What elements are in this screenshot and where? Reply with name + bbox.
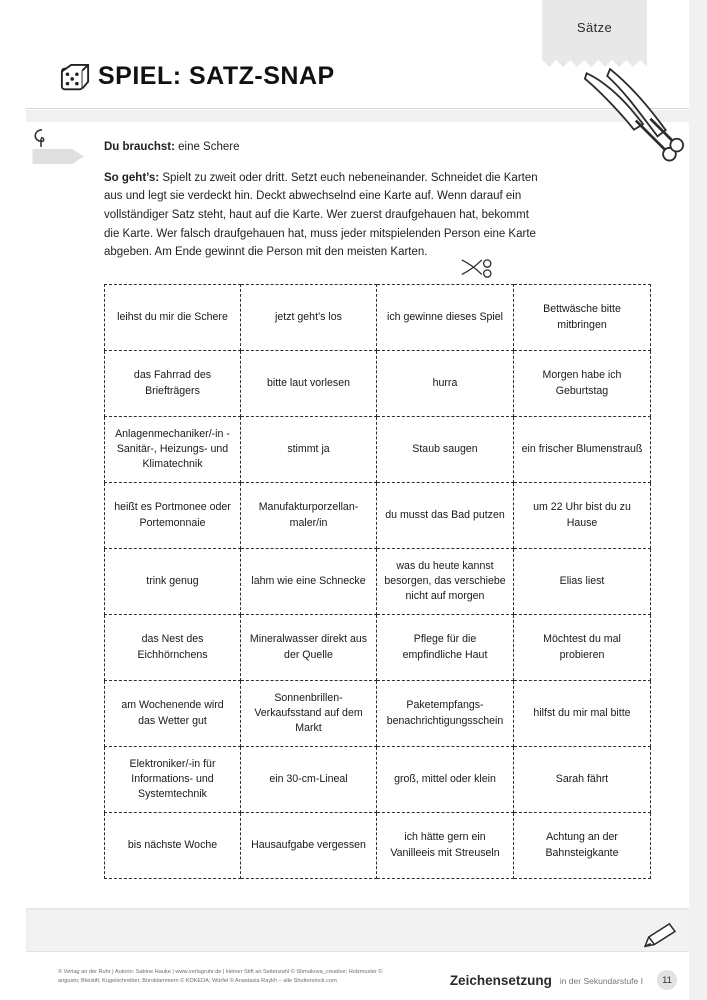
cards-grid	[104, 284, 650, 879]
pencil-icon	[639, 922, 681, 952]
instructions-block	[104, 138, 544, 262]
card-cell[interactable]: Sonnenbrillen-Verkaufsstand auf dem Markt	[241, 681, 377, 747]
card-cell[interactable]: bitte laut vorlesen	[241, 351, 377, 417]
card-cell[interactable]: Paketempfangs-benachrichtigungsschein	[377, 681, 514, 747]
page-number: 11	[657, 970, 677, 990]
cards-table	[104, 284, 651, 879]
card-cell[interactable]: hilfst du mir mal bitte	[514, 681, 651, 747]
card-cell[interactable]: leihst du mir die Schere	[105, 285, 241, 351]
card-cell[interactable]: ein 30-cm-Lineal	[241, 747, 377, 813]
card-cell[interactable]: das Nest des Eichhörnchens	[105, 615, 241, 681]
footer-credits: © Verlag an der Ruhr | Autorin: Sabine Hauke | www.verlagruhr.de | kleiner Stift an Seitenzahl © Shmakova_creative; Holzmuster © angusto; Bleistift, Kugelschreiber, Büroklammern © KDKEDA; Würfel © Anastasia Raykh – alle Shutterstock.com	[58, 969, 383, 985]
section-tab-label: Sätze	[576, 19, 613, 35]
howto-line	[104, 169, 544, 262]
card-cell[interactable]: Elektroniker/-in für Informations- und Systemtechnik	[105, 747, 241, 813]
card-cell[interactable]: heißt es Portmonee oder Portemonnaie	[105, 483, 241, 549]
card-cell[interactable]: trink genug	[105, 549, 241, 615]
needs-text: eine Schere	[174, 141, 240, 153]
card-cell[interactable]: ich gewinne dieses Spiel	[377, 285, 514, 351]
pin-marker-icon	[30, 128, 88, 164]
card-cell[interactable]: Anlagenmechaniker/-in - Sanitär-, Heizungs- und Klimatechnik	[105, 417, 241, 483]
card-cell[interactable]: hurra	[377, 351, 514, 417]
card-cell[interactable]: bis nächste Woche	[105, 813, 241, 879]
card-cell[interactable]: Manufakturporzellan-maler/in	[241, 483, 377, 549]
table-row	[105, 681, 651, 747]
card-cell[interactable]: Mineralwasser direkt aus der Quelle	[241, 615, 377, 681]
card-cell[interactable]: Morgen habe ich Geburtstag	[514, 351, 651, 417]
scissors-icon	[579, 66, 689, 166]
table-row	[105, 813, 651, 879]
footer-texture-band	[26, 908, 689, 952]
dice-icon	[60, 63, 90, 93]
section-tab	[542, 0, 647, 60]
table-row	[105, 351, 651, 417]
footer-title: Zeichensetzung	[449, 973, 552, 988]
right-margin-strip	[689, 0, 707, 1000]
needs-label: Du brauchst:	[104, 141, 175, 153]
card-cell[interactable]: Staub saugen	[377, 417, 514, 483]
card-cell[interactable]: Elias liest	[514, 549, 651, 615]
card-cell[interactable]: Pflege für die empfindliche Haut	[377, 615, 514, 681]
card-cell[interactable]: groß, mittel oder klein	[377, 747, 514, 813]
page-title: SPIEL: SATZ-SNAP	[98, 62, 335, 90]
howto-label: So geht’s:	[104, 171, 160, 184]
card-cell[interactable]: am Wochenende wird das Wetter gut	[105, 681, 241, 747]
table-row	[105, 747, 651, 813]
card-cell[interactable]: um 22 Uhr bist du zu Hause	[514, 483, 651, 549]
footer-subtitle: in der Sekundarstufe I	[559, 976, 643, 986]
table-row	[105, 417, 651, 483]
cut-line-scissors-icon	[460, 258, 500, 280]
footer-title-block	[450, 970, 677, 988]
howto-text: Spielt zu zweit oder dritt. Setzt euch nebeneinander. Schneidet die Karten aus und legt sie verdeckt hin. Deckt abwechselnd eine Karte auf. Wenn darauf ein vollständiger Satz steht, haut auf die Karte. Wer zuerst draufgehauen hat, bekommt die Karte. Wer falsch draufgehauen hat, muss jeder mitspielenden Person eine Karte abgeben. Am Ende gewinnt die Person mit den meisten Karten.	[104, 171, 538, 259]
table-row	[105, 285, 651, 351]
card-cell[interactable]: du musst das Bad putzen	[377, 483, 514, 549]
card-cell[interactable]: Hausaufgabe vergessen	[241, 813, 377, 879]
card-cell[interactable]: Möchtest du mal probieren	[514, 615, 651, 681]
table-row	[105, 483, 651, 549]
card-cell[interactable]: lahm wie eine Schnecke	[241, 549, 377, 615]
card-cell[interactable]: was du heute kannst besorgen, das verschiebe nicht auf morgen	[377, 549, 514, 615]
card-cell[interactable]: Achtung an der Bahnsteigkante	[514, 813, 651, 879]
card-cell[interactable]: Sarah fährt	[514, 747, 651, 813]
card-cell[interactable]: jetzt geht’s los	[241, 285, 377, 351]
card-cell[interactable]: ein frischer Blumenstrauß	[514, 417, 651, 483]
card-cell[interactable]: das Fahrrad des Briefträgers	[105, 351, 241, 417]
table-row	[105, 549, 651, 615]
needs-line	[104, 138, 544, 157]
card-cell[interactable]: stimmt ja	[241, 417, 377, 483]
left-margin-strip	[0, 0, 26, 1000]
card-cell[interactable]: ich hätte gern ein Vanilleeis mit Streuseln	[377, 813, 514, 879]
table-row	[105, 615, 651, 681]
card-cell[interactable]: Bettwäsche bitte mitbringen	[514, 285, 651, 351]
